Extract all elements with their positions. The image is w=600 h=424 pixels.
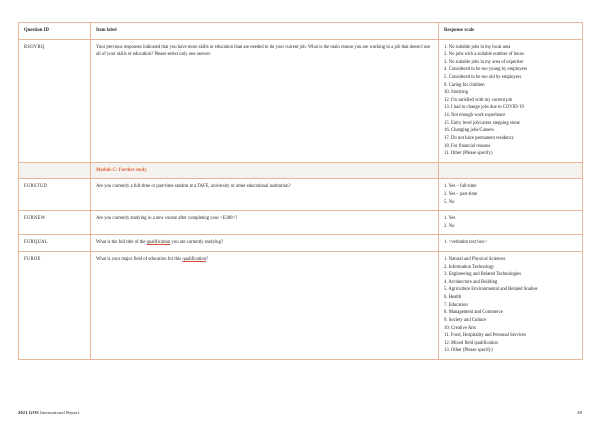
- response-scale-cell: [439, 211, 583, 235]
- item-label-text: Your previous responses indicated that you have more skills or education than are needed to do your current job. What is the main reason you are working in a job that doesn't use all of your skills or education? Please select only one answer.: [96, 44, 431, 58]
- question-id-cell: FURSTUD: [19, 179, 91, 211]
- response-option: 2. No jobs with a suitable number of hours: [444, 52, 525, 58]
- footer-title-rest: International Report: [38, 410, 80, 415]
- response-option: 11. Other (Please specify): [444, 151, 493, 157]
- question-id-cell: FURNEW: [19, 211, 91, 235]
- item-label-part-after: ?: [206, 257, 209, 263]
- question-id-cell: FURQUAL: [19, 235, 91, 252]
- question-table: [18, 22, 583, 360]
- item-label-cell: [91, 39, 439, 162]
- response-scale-list: [444, 256, 577, 355]
- response-scale-cell: [439, 179, 583, 211]
- module-title-cell: Module C: Further study: [91, 162, 439, 179]
- column-header-item-label: Item label: [91, 23, 439, 40]
- item-label-cell: [91, 252, 439, 360]
- item-label-text: Are you currently studying in a new course after completing your <E308>?: [96, 216, 238, 222]
- response-option: 5. Agriculture Environmental and Related Studies: [444, 287, 538, 293]
- response-option: 1. No suitable jobs in my local area: [444, 44, 511, 50]
- item-label-part-before: What is the full title of the: [96, 240, 147, 246]
- table-row: [19, 235, 583, 252]
- footer-year: 2021 GOS: [18, 410, 39, 415]
- item-label-cell: [91, 235, 439, 252]
- response-scale-cell: [439, 39, 583, 162]
- response-scale-list: [444, 215, 577, 230]
- response-option: 15. Entry level job/career stepping stone: [444, 120, 520, 126]
- table-header-row: [19, 23, 583, 40]
- response-option: 3. No suitable jobs in my area of expertise: [444, 59, 524, 65]
- item-label-spellcheck-term: qualification: [146, 240, 171, 246]
- response-option: 9. Caring for children: [444, 82, 485, 88]
- response-option: 4. Architecture and Building: [444, 279, 498, 285]
- response-option: 2. Information Technology: [444, 264, 495, 270]
- response-scale-list: [444, 239, 577, 247]
- response-option: 8. Management and Commerce: [444, 310, 503, 316]
- module-empty-cell-right: [439, 162, 583, 179]
- table-row: [19, 252, 583, 360]
- response-scale-list: [444, 44, 577, 158]
- item-label-spellcheck-term: qualification: [182, 257, 207, 263]
- response-option: 14. Not enough work experience: [444, 113, 506, 119]
- footer-page-number: 48: [577, 410, 582, 415]
- table-row: [19, 211, 583, 235]
- response-option: 13. Other (Please specify): [444, 348, 493, 354]
- response-option: 10. Creative Arts: [444, 325, 476, 331]
- column-header-response-scale: Response scale: [439, 23, 583, 40]
- response-option: 1. Natural and Physical Sciences: [444, 257, 506, 263]
- response-scale-cell: [439, 235, 583, 252]
- module-header-row: [19, 162, 583, 179]
- response-option: 16. Changing jobs/Careers: [444, 128, 494, 134]
- response-option: 18. For financial reasons: [444, 143, 491, 149]
- item-label-cell: [91, 211, 439, 235]
- response-option: 12. I'm satisfied with my current job: [444, 97, 513, 103]
- response-option: 10. Studying: [444, 90, 468, 96]
- footer-report-title: [18, 410, 79, 415]
- page-footer: [18, 410, 582, 415]
- response-option: 5. Considered to be too old by employers: [444, 75, 522, 81]
- response-option: 2. Yes – part-time: [444, 191, 478, 197]
- response-option: 1. Yes: [444, 216, 456, 222]
- response-option: 13. I had to change jobs due to COVID-19: [444, 105, 524, 111]
- item-label-part-after: you are currently studying?: [170, 240, 223, 246]
- response-scale-list: [444, 183, 577, 206]
- table-row: [19, 39, 583, 162]
- item-label-text: [96, 256, 433, 264]
- response-option: 4. Considered to be too young by employers: [444, 67, 528, 73]
- response-scale-cell: [439, 252, 583, 360]
- item-label-cell: [91, 179, 439, 211]
- response-option: 3. Engineering and Related Technologies: [444, 272, 522, 278]
- table-header: [19, 23, 583, 40]
- response-option: 7. Education: [444, 302, 468, 308]
- response-option: 1. Yes – full-time: [444, 184, 477, 190]
- item-label-text: Are you currently a full-time or part-time student at a TAFE, university or other educational institution?: [96, 184, 291, 190]
- item-label-text: [96, 239, 433, 247]
- table-row: [19, 179, 583, 211]
- module-empty-cell: [19, 162, 91, 179]
- item-label-part-before: What is your major field of education for this: [96, 257, 183, 263]
- response-option: 11. Food, Hospitality and Personal Services: [444, 333, 526, 339]
- question-id-cell: FUROE: [19, 252, 91, 360]
- response-option: 1. <verbatim text box>: [444, 240, 488, 246]
- column-header-question-id: Question ID: [19, 23, 91, 40]
- table-body: [19, 39, 583, 359]
- response-option: 17. Do not have permanent residency: [444, 135, 515, 141]
- response-option: 5. No: [444, 199, 455, 205]
- response-option: 2. No: [444, 223, 455, 229]
- response-option: 6. Health: [444, 295, 462, 301]
- response-option: 12. Mixed field qualification: [444, 340, 498, 346]
- response-option: 9. Society and Culture: [444, 317, 486, 323]
- question-id-cell: RSOVRQ: [19, 39, 91, 162]
